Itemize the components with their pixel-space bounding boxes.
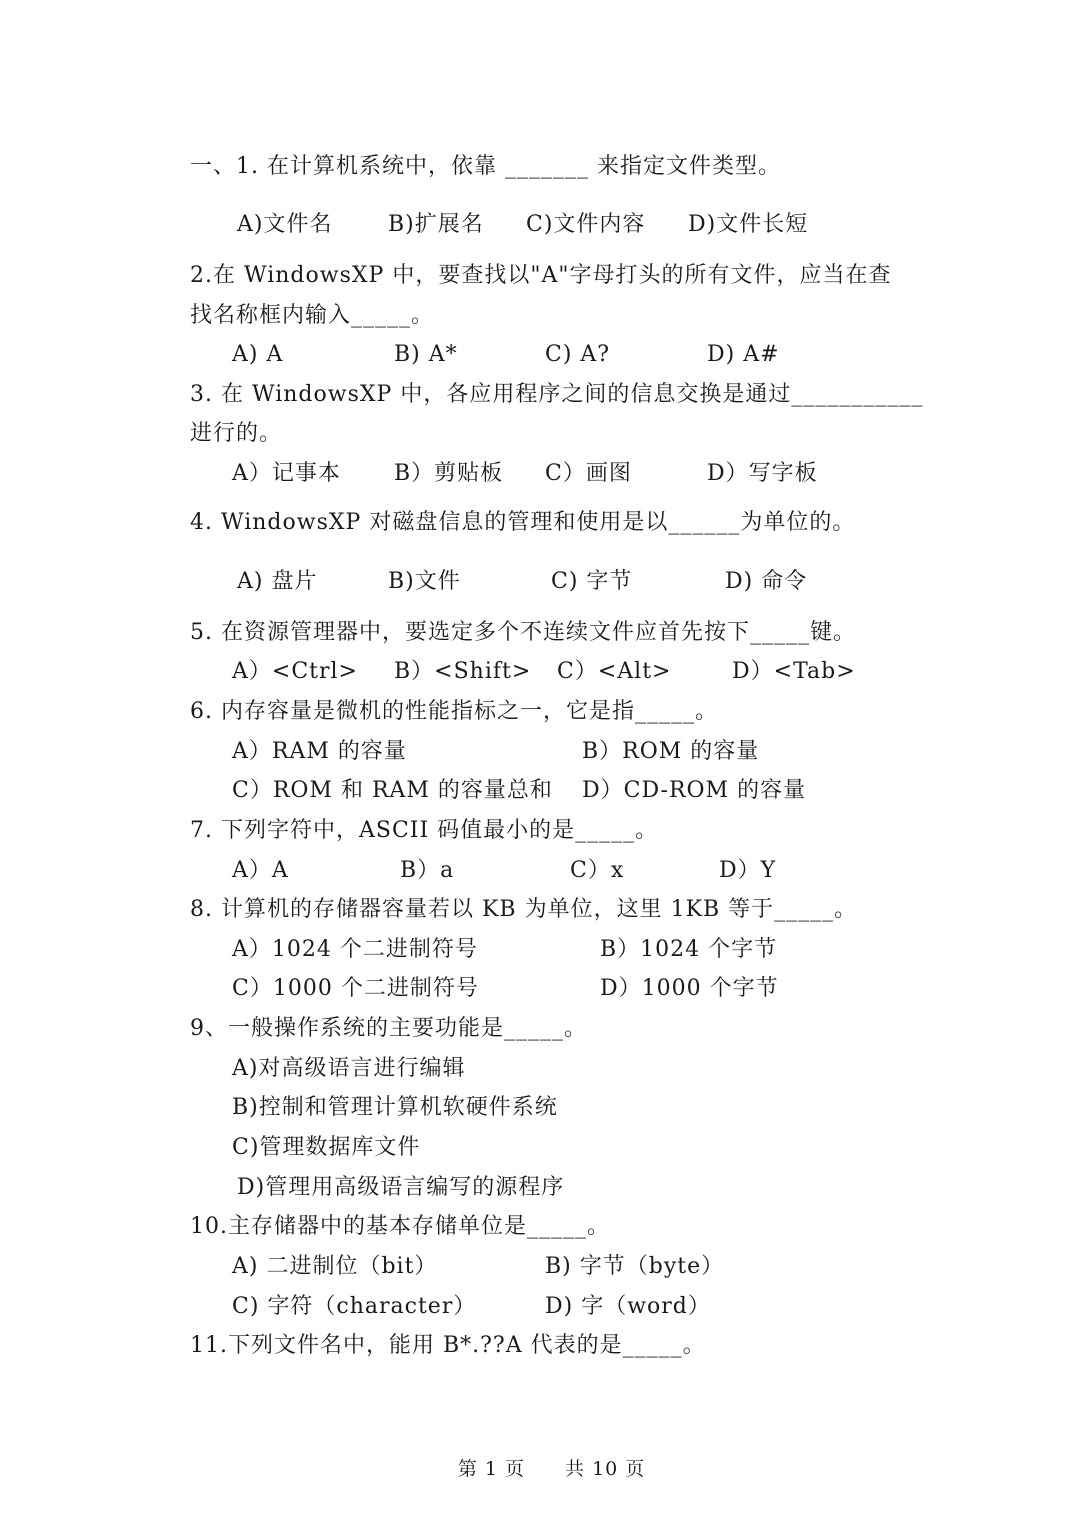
question-4-option-c: C) 字节 [551,569,633,594]
question-1-option-d: D)文件长短 [688,212,809,237]
question-3-stem-line-1: 3. 在 WindowsXP 中，各应用程序之间的信息交换是通过___________ [190,382,924,407]
question-1-option-b: B)扩展名 [388,212,484,237]
question-2-stem-line-2: 找名称框内输入_____。 [190,303,435,328]
question-2-stem-line-1: 2.在 WindowsXP 中，要查找以"A"字母打头的所有文件，应当在查 [190,263,892,288]
question-4-option-d: D) 命令 [725,569,808,594]
question-9-option-c: C)管理数据库文件 [232,1135,421,1160]
question-1-option-a: A)文件名 [237,212,333,237]
question-9-option-a: A)对高级语言进行编辑 [232,1056,466,1081]
question-3-stem-line-2: 进行的。 [190,421,283,446]
question-2-option-a: A) A [232,342,284,367]
question-3-option-c: C）画图 [545,461,632,486]
question-1-option-c: C)文件内容 [526,212,646,237]
question-3-option-a: A）记事本 [232,461,341,486]
question-4-option-b: B)文件 [388,569,461,594]
question-7-option-b: B）a [400,858,455,883]
question-5-option-b: B）<Shift> [394,659,532,684]
page-total: 共 10 页 [565,1458,646,1480]
question-7-option-a: A）A [232,858,289,883]
question-8-option-a: A）1024 个二进制符号 [232,937,478,962]
question-8-stem: 8. 计算机的存储器容量若以 KB 为单位，这里 1KB 等于_____。 [190,897,858,922]
page-footer [0,1432,1075,1503]
question-6-option-d: D）CD-ROM 的容量 [582,778,807,803]
question-5-option-d: D）<Tab> [732,659,856,684]
question-1-stem: 一、1. 在计算机系统中，依靠 _______ 来指定文件类型。 [190,154,781,179]
question-6-option-c: C）ROM 和 RAM 的容量总和 [232,778,553,803]
question-10-option-d: D) 字（word） [545,1294,711,1319]
question-8-option-d: D）1000 个字节 [600,976,779,1001]
question-6-stem: 6. 内存容量是微机的性能指标之一，它是指_____。 [190,699,718,724]
page-number: 第 1 页 [457,1458,526,1480]
question-5-option-c: C）<Alt> [557,659,672,684]
question-10-option-c: C) 字符（character） [232,1294,477,1319]
question-5-option-a: A）<Ctrl> [232,659,358,684]
question-6-option-b: B）ROM 的容量 [582,739,760,764]
question-3-option-b: B）剪贴板 [394,461,504,486]
question-2-option-b: B) A* [394,342,458,367]
question-9-option-b: B)控制和管理计算机软硬件系统 [232,1095,558,1120]
question-7-stem: 7. 下列字符中，ASCII 码值最小的是_____。 [190,818,659,843]
question-10-option-b: B) 字节（byte） [545,1254,725,1279]
question-10-stem: 10.主存储器中的基本存储单位是_____。 [190,1214,610,1239]
question-4-stem: 4. WindowsXP 对磁盘信息的管理和使用是以______为单位的。 [190,510,856,535]
question-3-option-d: D）写字板 [707,461,818,486]
question-11-stem: 11.下列文件名中，能用 B*.??A 代表的是_____。 [190,1333,706,1358]
question-2-option-c: C) A? [545,342,611,367]
question-8-option-c: C）1000 个二进制符号 [232,976,479,1001]
question-4-option-a: A) 盘片 [237,569,318,594]
question-9-option-d: D)管理用高级语言编写的源程序 [237,1175,565,1200]
question-2-option-d: D) A# [707,342,780,367]
question-7-option-c: C）x [570,858,625,883]
question-6-option-a: A）RAM 的容量 [232,739,407,764]
question-10-option-a: A) 二进制位（bit） [232,1254,438,1279]
question-8-option-b: B）1024 个字节 [600,937,778,962]
question-9-stem: 9、一般操作系统的主要功能是_____。 [190,1016,587,1041]
question-7-option-d: D）Y [719,858,777,883]
question-5-stem: 5. 在资源管理器中，要选定多个不连续文件应首先按下_____键。 [190,620,856,645]
